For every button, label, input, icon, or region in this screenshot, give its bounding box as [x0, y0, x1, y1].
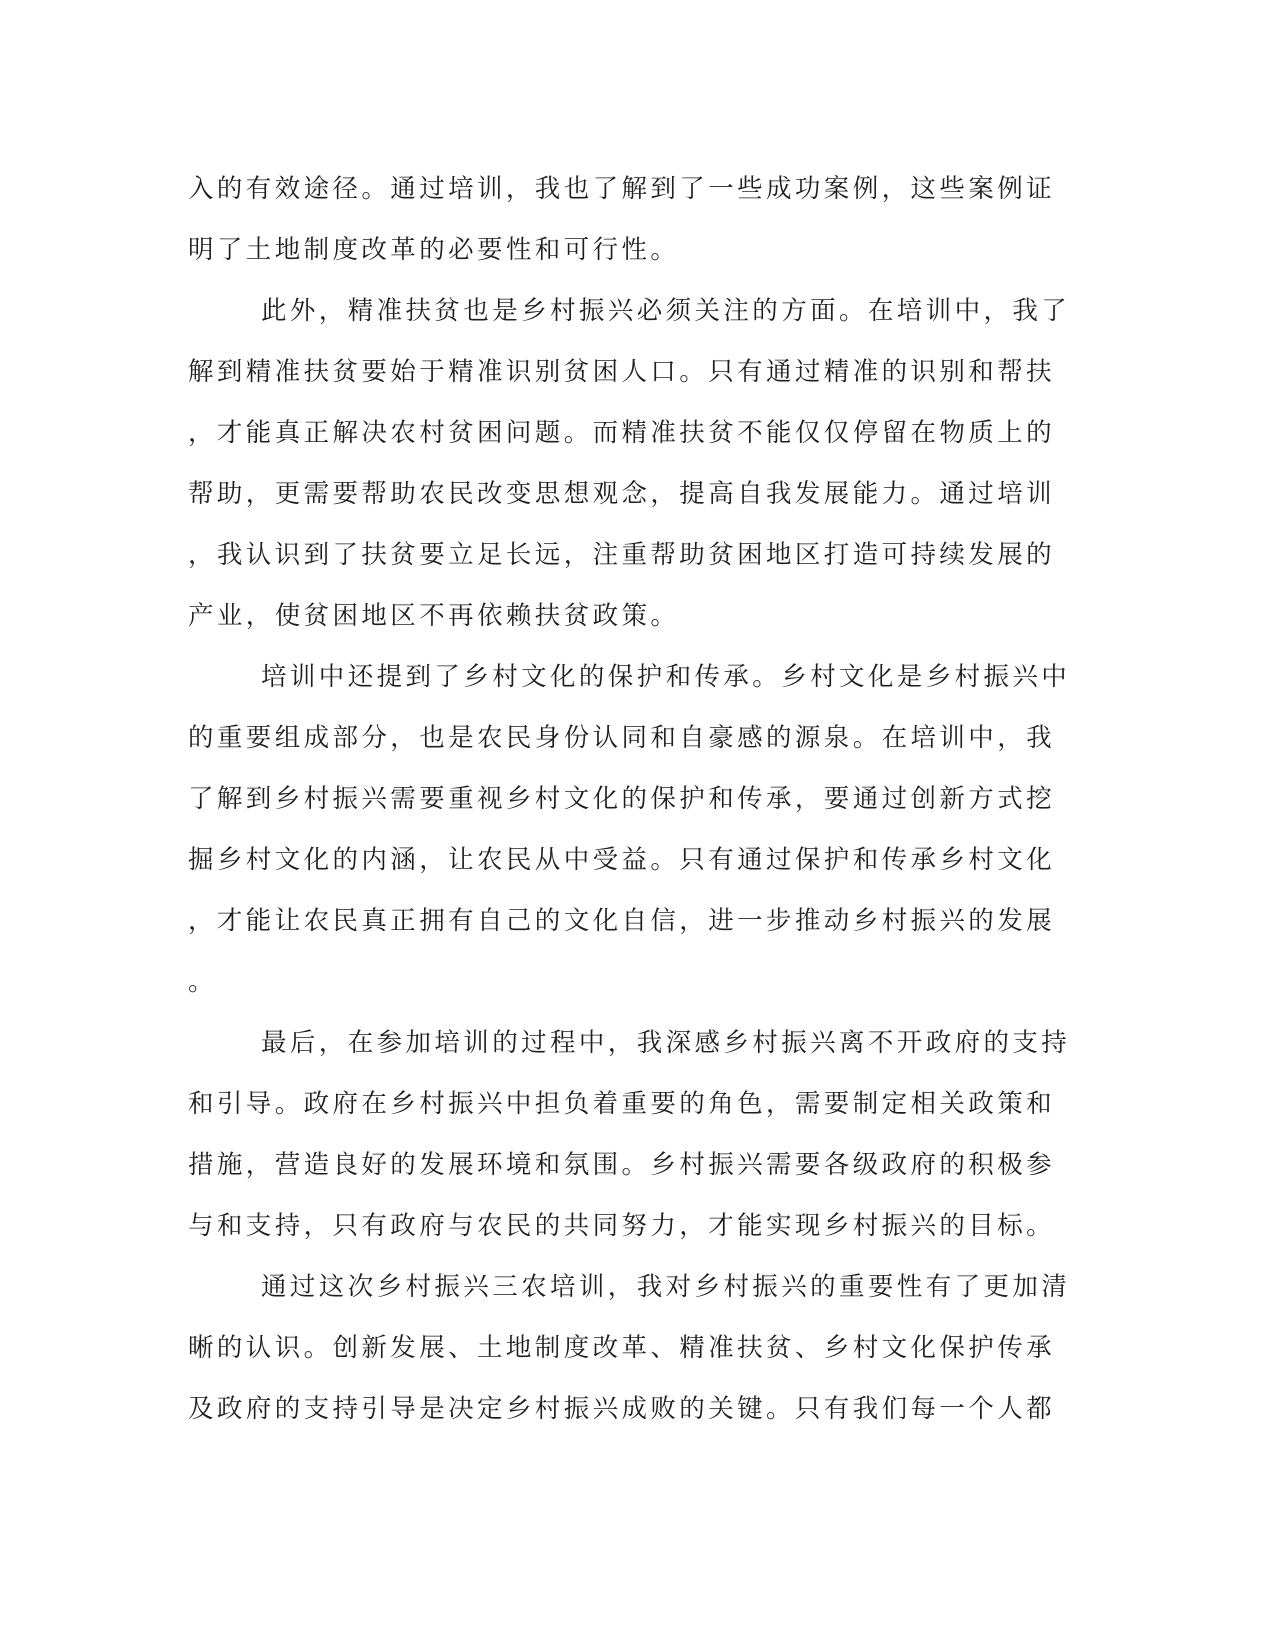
text-line: 与和支持，只有政府与农民的共同努力，才能实现乡村振兴的目标。: [188, 1211, 1056, 1241]
paragraph-first-line: 此外，精准扶贫也是乡村振兴必须关注的方面。在培训中，我了: [261, 296, 1071, 326]
text-line: 及政府的支持引导是决定乡村振兴成败的关键。只有我们每一个人都: [188, 1394, 1056, 1424]
text-line: 解到精准扶贫要始于精准识别贫困人口。只有通过精准的识别和帮扶: [188, 357, 1056, 387]
text-line: 措施，营造良好的发展环境和氛围。乡村振兴需要各级政府的积极参: [188, 1150, 1056, 1180]
text-line: 的重要组成部分，也是农民身份认同和自豪感的源泉。在培训中，我: [188, 723, 1056, 753]
paragraph-first-line: 培训中还提到了乡村文化的保护和传承。乡村文化是乡村振兴中: [261, 662, 1071, 692]
text-line: ，才能真正解决农村贫困问题。而精准扶贫不能仅仅停留在物质上的: [188, 418, 1056, 448]
text-line: 入的有效途径。通过培训，我也了解到了一些成功案例，这些案例证: [188, 174, 1056, 204]
text-line: ，才能让农民真正拥有自己的文化自信，进一步推动乡村振兴的发展: [188, 906, 1056, 936]
text-line: 产业，使贫困地区不再依赖扶贫政策。: [188, 601, 680, 631]
text-line: 了解到乡村振兴需要重视乡村文化的保护和传承，要通过创新方式挖: [188, 784, 1056, 814]
paragraph-first-line: 通过这次乡村振兴三农培训，我对乡村振兴的重要性有了更加清: [261, 1272, 1071, 1302]
text-line: ，我认识到了扶贫要立足长远，注重帮助贫困地区打造可持续发展的: [188, 540, 1056, 570]
text-line: 掘乡村文化的内涵，让农民从中受益。只有通过保护和传承乡村文化: [188, 845, 1056, 875]
text-line: 帮助，更需要帮助农民改变思想观念，提高自我发展能力。通过培训: [188, 479, 1056, 509]
body-text: [188, 159, 1071, 1440]
text-line: 。: [188, 967, 217, 997]
paragraph-first-line: 最后，在参加培训的过程中，我深感乡村振兴离不开政府的支持: [261, 1028, 1071, 1058]
text-line: 晰的认识。创新发展、土地制度改革、精准扶贫、乡村文化保护传承: [188, 1333, 1056, 1363]
text-line: 和引导。政府在乡村振兴中担负着重要的角色，需要制定相关政策和: [188, 1089, 1056, 1119]
text-line: 明了土地制度改革的必要性和可行性。: [188, 235, 680, 265]
